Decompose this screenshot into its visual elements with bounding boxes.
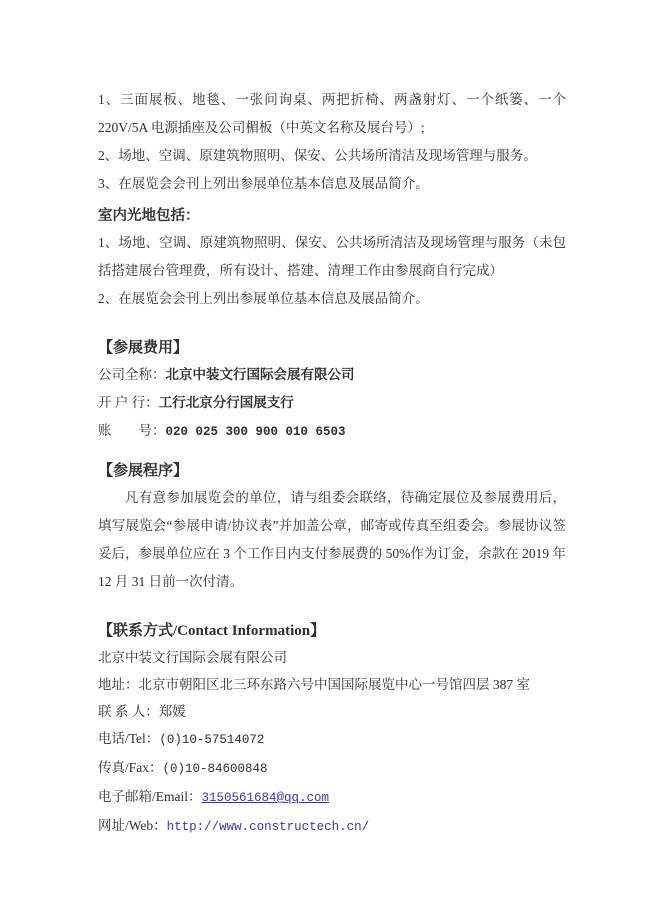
- fee-row-bank: [98, 389, 566, 417]
- contact-heading: 【联系方式/Contact Information】: [98, 623, 326, 639]
- procedure-paragraph: 凡有意参加展览会的单位，请与组委会联络，待确定展位及参展费用后，填写展览会“参展申请/协议表”并加盖公章，邮寄或传真至组委会。参展协议签妥后，参展单位应在 3 个工作日内支付参展费的 50%作为订金，余款在 2019 年 12 月 31 日前一次付清。: [98, 490, 566, 589]
- booth-include-item-2: 2、场地、空调、原建筑物照明、保安、公共场所清洁及现场管理与服务。: [98, 148, 537, 163]
- fee-company-label: 公司全称：: [98, 367, 166, 382]
- contact-address-value: 北京市朝阳区北三环东路六号中国国际展览中心一号馆四层 387 室: [138, 677, 530, 692]
- fee-row-company: [98, 361, 566, 389]
- raw-space-heading: 室内光地包括：: [98, 208, 200, 224]
- booth-include-item-3: 3、在展览会会刊上列出参展单位基本信息及展品简介。: [98, 176, 429, 191]
- raw-space-item-2: 2、在展览会会刊上列出参展单位基本信息及展品简介。: [98, 291, 429, 306]
- booth-include-item-1: 1、三面展板、地毯、一张问询桌、两把折椅、两盏射灯、一个纸篓、一个 220V/5A 电源插座及公司楣板（中英文名称及展台号）;: [98, 92, 566, 135]
- contact-web-link[interactable]: http://www.constructech.cn/: [166, 820, 370, 834]
- raw-space-item-1: 1、场地、空调、原建筑物照明、保安、公共场所清洁及现场管理与服务（未包括搭建展台管理费，所有设计、搭建、清理工作由参展商自行完成）: [98, 235, 566, 278]
- contact-address-line: [98, 671, 566, 698]
- contact-tel-line: [98, 725, 566, 754]
- contact-web-label: 网址/Web：: [98, 818, 167, 833]
- contact-person-label: 联 系 人：: [98, 704, 159, 719]
- contact-email-line: [98, 783, 566, 812]
- contact-web-line: [98, 812, 566, 841]
- contact-tel-label: 电话/Tel：: [98, 731, 160, 746]
- contact-company: 北京中装文行国际会展有限公司: [98, 650, 287, 665]
- fee-row-account: [98, 417, 566, 446]
- contact-fax-value: (0)10-84600848: [162, 762, 268, 776]
- fees-heading: 【参展费用】: [98, 340, 189, 356]
- contact-tel-value: (0)10-57514072: [159, 733, 265, 747]
- fee-bank-label: 开 户 行：: [98, 395, 159, 410]
- contact-person-value: 郑媛: [158, 704, 186, 719]
- fee-company-value: 北京中装文行国际会展有限公司: [165, 367, 355, 382]
- fee-account-label: 账 号：: [98, 423, 166, 438]
- fee-bank-value: 工行北京分行国展支行: [158, 395, 294, 410]
- contact-person-line: [98, 698, 566, 725]
- procedure-heading: 【参展程序】: [98, 463, 189, 479]
- contact-email-label: 电子邮箱/Email：: [98, 789, 202, 804]
- contact-fax-line: [98, 754, 566, 783]
- contact-email-link[interactable]: 3150561684@qq.com: [201, 791, 330, 805]
- document-content: [98, 86, 566, 841]
- fee-account-value: 020 025 300 900 010 6503: [165, 425, 346, 439]
- contact-fax-label: 传真/Fax：: [98, 760, 163, 775]
- contact-address-label: 地址：: [98, 677, 139, 692]
